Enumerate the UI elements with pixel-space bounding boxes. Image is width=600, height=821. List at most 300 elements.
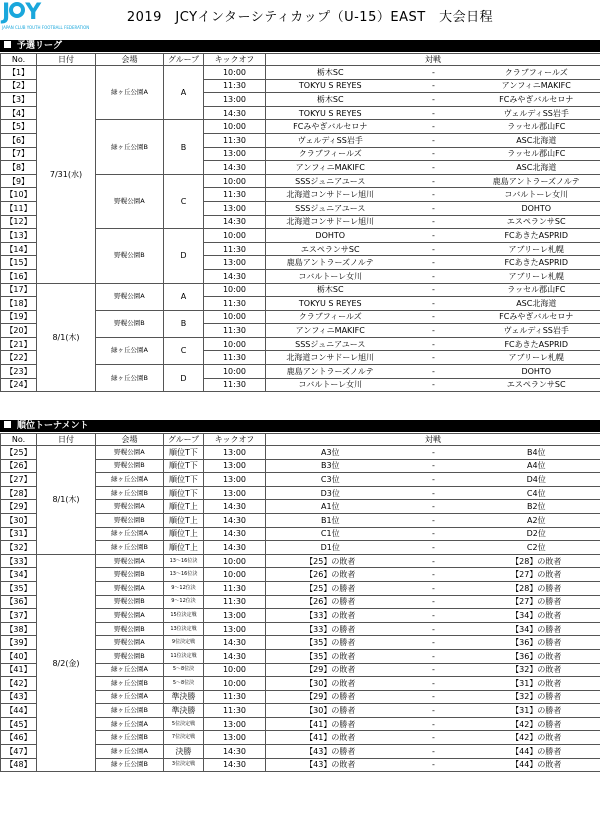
away-team: 【31】の敗者 — [473, 677, 600, 691]
home-team: 北海道コンサドーレ旭川 — [266, 215, 395, 229]
versus-separator: - — [395, 229, 473, 243]
col-header-no: No. — [1, 54, 37, 66]
section-title: 順位トーナメント — [17, 421, 89, 431]
kickoff-time: 11:30 — [204, 704, 266, 718]
match-group: 11位決定戦 — [164, 649, 204, 663]
away-team: 【42】の勝者 — [473, 717, 600, 731]
page-header — [0, 0, 600, 32]
versus-separator: - — [395, 365, 473, 379]
home-team: SSSジュニアユース — [266, 337, 395, 351]
away-team: ASC北海道 — [473, 133, 600, 147]
home-team: B1位 — [266, 513, 395, 527]
match-number: 【41】 — [1, 663, 37, 677]
match-venue: 緑ヶ丘公園A — [96, 663, 164, 677]
home-team: コバルトーレ女川 — [266, 269, 395, 283]
away-team: FCみやぎバルセロナ — [473, 310, 600, 324]
versus-separator: - — [395, 745, 473, 759]
away-team: ASC北海道 — [473, 297, 600, 311]
table-row — [1, 66, 600, 80]
match-group: 13～16位決 — [164, 568, 204, 582]
versus-separator: - — [395, 500, 473, 514]
match-venue: 緑ヶ丘公園A — [96, 473, 164, 487]
match-venue: 緑ヶ丘公園B — [96, 677, 164, 691]
kickoff-time: 14:30 — [204, 161, 266, 175]
kickoff-time: 14:30 — [204, 215, 266, 229]
match-group: 3位決定戦 — [164, 758, 204, 772]
home-team: エスペランサSC — [266, 242, 395, 256]
match-number: 【46】 — [1, 731, 37, 745]
kickoff-time: 11:30 — [204, 79, 266, 93]
square-bullet-icon — [4, 421, 11, 428]
kickoff-time: 10:00 — [204, 337, 266, 351]
home-team: アンフィニMAKIFC — [266, 324, 395, 338]
away-team: 【28】の敗者 — [473, 554, 600, 568]
versus-separator: - — [395, 93, 473, 107]
kickoff-time: 11:30 — [204, 690, 266, 704]
home-team: ヴェルディSS岩手 — [266, 133, 395, 147]
versus-separator: - — [395, 595, 473, 609]
match-group: A — [164, 283, 204, 310]
versus-separator: - — [395, 242, 473, 256]
match-date: 8/1(木) — [37, 283, 96, 392]
kickoff-time: 10:00 — [204, 283, 266, 297]
kickoff-time: 11:30 — [204, 242, 266, 256]
kickoff-time: 14:30 — [204, 527, 266, 541]
kickoff-time: 10:00 — [204, 229, 266, 243]
away-team: 【27】の勝者 — [473, 595, 600, 609]
match-venue: 緑ヶ丘公園A — [96, 690, 164, 704]
versus-separator: - — [395, 690, 473, 704]
kickoff-time: 14:30 — [204, 636, 266, 650]
match-number: 【9】 — [1, 174, 37, 188]
versus-separator: - — [395, 486, 473, 500]
match-number: 【1】 — [1, 66, 37, 80]
kickoff-time: 11:30 — [204, 351, 266, 365]
kickoff-time: 11:30 — [204, 378, 266, 392]
match-group: 5～8位決 — [164, 677, 204, 691]
match-number: 【27】 — [1, 473, 37, 487]
match-group: B — [164, 120, 204, 174]
home-team: FCみやぎバルセロナ — [266, 120, 395, 134]
match-number: 【24】 — [1, 378, 37, 392]
match-venue: 緑ヶ丘公園B — [96, 486, 164, 500]
versus-separator: - — [395, 446, 473, 460]
versus-separator: - — [395, 147, 473, 161]
col-header-venue: 会場 — [96, 54, 164, 66]
home-team: クラブフィールズ — [266, 147, 395, 161]
home-team: TOKYU S REYES — [266, 297, 395, 311]
match-group: 順位T下 — [164, 459, 204, 473]
kickoff-time: 14:30 — [204, 106, 266, 120]
kickoff-time: 11:30 — [204, 595, 266, 609]
match-number: 【4】 — [1, 106, 37, 120]
home-team: クラブフィールズ — [266, 310, 395, 324]
match-group: C — [164, 337, 204, 364]
versus-separator: - — [395, 79, 473, 93]
match-venue: 緑ヶ丘公園A — [96, 745, 164, 759]
match-number: 【32】 — [1, 541, 37, 555]
group-stage-table — [0, 53, 600, 392]
kickoff-time: 14:30 — [204, 541, 266, 555]
match-venue: 野幌公園B — [96, 310, 164, 337]
section-group-stage — [0, 40, 600, 52]
match-group: 5位決定戦 — [164, 717, 204, 731]
match-group: A — [164, 66, 204, 120]
match-number: 【28】 — [1, 486, 37, 500]
match-number: 【6】 — [1, 133, 37, 147]
match-group: 9位決定戦 — [164, 636, 204, 650]
versus-separator: - — [395, 636, 473, 650]
match-group: 決勝 — [164, 745, 204, 759]
versus-separator: - — [395, 568, 473, 582]
kickoff-time: 10:00 — [204, 66, 266, 80]
home-team: 【25】の勝者 — [266, 581, 395, 595]
home-team: TOKYU S REYES — [266, 106, 395, 120]
match-number: 【35】 — [1, 581, 37, 595]
kickoff-time: 10:00 — [204, 365, 266, 379]
away-team: 【36】の勝者 — [473, 636, 600, 650]
home-team: TOKYU S REYES — [266, 79, 395, 93]
away-team: ラッセル郡山FC — [473, 120, 600, 134]
kickoff-time: 14:30 — [204, 500, 266, 514]
home-team: 北海道コンサドーレ旭川 — [266, 188, 395, 202]
away-team: FCみやぎバルセロナ — [473, 93, 600, 107]
col-header-kickoff: キックオフ — [204, 434, 266, 446]
match-number: 【16】 — [1, 269, 37, 283]
kickoff-time: 11:30 — [204, 133, 266, 147]
match-group: 順位T上 — [164, 541, 204, 555]
match-group: 順位T上 — [164, 527, 204, 541]
match-number: 【48】 — [1, 758, 37, 772]
home-team: 【29】の敗者 — [266, 663, 395, 677]
match-venue: 緑ヶ丘公園A — [96, 337, 164, 364]
kickoff-time: 14:30 — [204, 745, 266, 759]
match-group: 13～16位決 — [164, 554, 204, 568]
versus-separator: - — [395, 473, 473, 487]
match-number: 【43】 — [1, 690, 37, 704]
kickoff-time: 10:00 — [204, 677, 266, 691]
section-tournament — [0, 420, 600, 432]
match-group: 順位T下 — [164, 473, 204, 487]
away-team: コバルトーレ女川 — [473, 188, 600, 202]
away-team: 【44】の勝者 — [473, 745, 600, 759]
match-date: 7/31(水) — [37, 66, 96, 284]
home-team: 【33】の勝者 — [266, 622, 395, 636]
match-number: 【26】 — [1, 459, 37, 473]
away-team: C4位 — [473, 486, 600, 500]
match-venue: 緑ヶ丘公園A — [96, 527, 164, 541]
away-team: 【27】の敗者 — [473, 568, 600, 582]
kickoff-time: 11:30 — [204, 324, 266, 338]
match-venue: 緑ヶ丘公園A — [96, 66, 164, 120]
kickoff-time: 13:00 — [204, 473, 266, 487]
table-row — [1, 446, 600, 460]
square-bullet-icon — [4, 41, 11, 48]
match-number: 【47】 — [1, 745, 37, 759]
match-venue: 緑ヶ丘公園B — [96, 731, 164, 745]
versus-separator: - — [395, 120, 473, 134]
match-venue: 野幌公園A — [96, 554, 164, 568]
home-team: 【26】の勝者 — [266, 595, 395, 609]
kickoff-time: 10:00 — [204, 568, 266, 582]
versus-separator: - — [395, 297, 473, 311]
away-team: DOHTO — [473, 201, 600, 215]
match-venue: 野幌公園A — [96, 174, 164, 228]
home-team: 【26】の敗者 — [266, 568, 395, 582]
match-venue: 緑ヶ丘公園B — [96, 365, 164, 392]
versus-separator: - — [395, 649, 473, 663]
home-team: D3位 — [266, 486, 395, 500]
match-venue: 野幌公園B — [96, 595, 164, 609]
match-number: 【30】 — [1, 513, 37, 527]
home-team: 【35】の敗者 — [266, 649, 395, 663]
versus-separator: - — [395, 677, 473, 691]
col-header-group: グループ — [164, 54, 204, 66]
versus-separator: - — [395, 378, 473, 392]
away-team: 【44】の敗者 — [473, 758, 600, 772]
match-group: 準決勝 — [164, 690, 204, 704]
match-date: 8/1(木) — [37, 446, 96, 555]
home-team: 北海道コンサドーレ旭川 — [266, 351, 395, 365]
kickoff-time: 10:00 — [204, 174, 266, 188]
match-venue: 野幌公園B — [96, 622, 164, 636]
home-team: 栃木SC — [266, 93, 395, 107]
match-number: 【11】 — [1, 201, 37, 215]
versus-separator: - — [395, 513, 473, 527]
away-team: アブリーレ札幌 — [473, 269, 600, 283]
match-date: 8/2(金) — [37, 554, 96, 772]
match-venue: 野幌公園A — [96, 283, 164, 310]
match-group: 順位T下 — [164, 486, 204, 500]
away-team: クラブフィールズ — [473, 66, 600, 80]
versus-separator: - — [395, 283, 473, 297]
home-team: 【29】の勝者 — [266, 690, 395, 704]
col-header-match: 対戦 — [266, 434, 600, 446]
away-team: DOHTO — [473, 365, 600, 379]
col-header-match: 対戦 — [266, 54, 600, 66]
home-team: 【41】の敗者 — [266, 731, 395, 745]
match-group: 5～8位決 — [164, 663, 204, 677]
home-team: 【43】の勝者 — [266, 745, 395, 759]
away-team: FCあきたASPRID — [473, 337, 600, 351]
match-venue: 緑ヶ丘公園B — [96, 704, 164, 718]
match-number: 【25】 — [1, 446, 37, 460]
away-team: C2位 — [473, 541, 600, 555]
kickoff-time: 13:00 — [204, 622, 266, 636]
away-team: アンフィニMAKIFC — [473, 79, 600, 93]
kickoff-time: 11:30 — [204, 581, 266, 595]
match-group: 9～12位決 — [164, 595, 204, 609]
home-team: 鹿島アントラーズノルテ — [266, 365, 395, 379]
versus-separator: - — [395, 174, 473, 188]
kickoff-time: 10:00 — [204, 663, 266, 677]
match-number: 【22】 — [1, 351, 37, 365]
match-venue: 緑ヶ丘公園B — [96, 120, 164, 174]
versus-separator: - — [395, 133, 473, 147]
away-team: ラッセル郡山FC — [473, 283, 600, 297]
versus-separator: - — [395, 731, 473, 745]
away-team: FCあきたASPRID — [473, 256, 600, 270]
match-venue: 野幌公園A — [96, 581, 164, 595]
versus-separator: - — [395, 554, 473, 568]
away-team: A2位 — [473, 513, 600, 527]
match-group: 順位T上 — [164, 513, 204, 527]
versus-separator: - — [395, 256, 473, 270]
match-group: B — [164, 310, 204, 337]
away-team: エスペランサSC — [473, 378, 600, 392]
versus-separator: - — [395, 717, 473, 731]
match-number: 【3】 — [1, 93, 37, 107]
match-number: 【13】 — [1, 229, 37, 243]
match-venue: 野幌公園A — [96, 609, 164, 623]
away-team: 【36】の敗者 — [473, 649, 600, 663]
match-venue: 野幌公園B — [96, 513, 164, 527]
match-group: 13位決定戦 — [164, 622, 204, 636]
match-number: 【42】 — [1, 677, 37, 691]
home-team: 【30】の勝者 — [266, 704, 395, 718]
match-number: 【39】 — [1, 636, 37, 650]
kickoff-time: 11:30 — [204, 297, 266, 311]
versus-separator: - — [395, 351, 473, 365]
versus-separator: - — [395, 609, 473, 623]
home-team: コバルトーレ女川 — [266, 378, 395, 392]
match-number: 【17】 — [1, 283, 37, 297]
away-team: 【32】の敗者 — [473, 663, 600, 677]
match-group: 順位T下 — [164, 446, 204, 460]
kickoff-time: 13:00 — [204, 147, 266, 161]
match-number: 【45】 — [1, 717, 37, 731]
match-venue: 野幌公園A — [96, 636, 164, 650]
kickoff-time: 10:00 — [204, 120, 266, 134]
away-team: エスペランサSC — [473, 215, 600, 229]
versus-separator: - — [395, 663, 473, 677]
away-team: 【31】の勝者 — [473, 704, 600, 718]
tournament-table — [0, 433, 600, 772]
kickoff-time: 14:30 — [204, 649, 266, 663]
away-team: A4位 — [473, 459, 600, 473]
match-number: 【7】 — [1, 147, 37, 161]
match-venue: 野幌公園A — [96, 500, 164, 514]
away-team: 【34】の敗者 — [473, 609, 600, 623]
home-team: D1位 — [266, 541, 395, 555]
match-number: 【10】 — [1, 188, 37, 202]
versus-separator: - — [395, 622, 473, 636]
match-venue: 緑ヶ丘公園B — [96, 758, 164, 772]
match-number: 【5】 — [1, 120, 37, 134]
away-team: 鹿島アントラーズノルテ — [473, 174, 600, 188]
versus-separator: - — [395, 66, 473, 80]
jcy-logo-mark: J Y — [2, 0, 41, 25]
match-venue: 野幌公園B — [96, 459, 164, 473]
match-number: 【14】 — [1, 242, 37, 256]
kickoff-time: 10:00 — [204, 310, 266, 324]
versus-separator: - — [395, 758, 473, 772]
home-team: C3位 — [266, 473, 395, 487]
versus-separator: - — [395, 215, 473, 229]
versus-separator: - — [395, 704, 473, 718]
match-number: 【44】 — [1, 704, 37, 718]
kickoff-time: 14:30 — [204, 269, 266, 283]
home-team: SSSジュニアユース — [266, 174, 395, 188]
match-number: 【2】 — [1, 79, 37, 93]
kickoff-time: 13:00 — [204, 731, 266, 745]
match-venue: 野幌公園B — [96, 649, 164, 663]
section-title: 予選リーグ — [17, 41, 63, 51]
home-team: 鹿島アントラーズノルテ — [266, 256, 395, 270]
away-team: ASC北海道 — [473, 161, 600, 175]
match-number: 【20】 — [1, 324, 37, 338]
away-team: ヴェルディSS岩手 — [473, 106, 600, 120]
away-team: D4位 — [473, 473, 600, 487]
match-number: 【18】 — [1, 297, 37, 311]
match-group: 準決勝 — [164, 704, 204, 718]
away-team: B4位 — [473, 446, 600, 460]
match-number: 【21】 — [1, 337, 37, 351]
away-team: アブリーレ札幌 — [473, 242, 600, 256]
home-team: C1位 — [266, 527, 395, 541]
versus-separator: - — [395, 324, 473, 338]
match-group: D — [164, 229, 204, 283]
kickoff-time: 10:00 — [204, 554, 266, 568]
match-number: 【34】 — [1, 568, 37, 582]
home-team: A1位 — [266, 500, 395, 514]
kickoff-time: 14:30 — [204, 758, 266, 772]
match-number: 【15】 — [1, 256, 37, 270]
away-team: D2位 — [473, 527, 600, 541]
versus-separator: - — [395, 541, 473, 555]
kickoff-time: 13:00 — [204, 93, 266, 107]
table-header-row — [1, 54, 600, 66]
home-team: 【25】の敗者 — [266, 554, 395, 568]
versus-separator: - — [395, 106, 473, 120]
versus-separator: - — [395, 459, 473, 473]
match-number: 【29】 — [1, 500, 37, 514]
col-header-group: グループ — [164, 434, 204, 446]
match-venue: 野幌公園A — [96, 446, 164, 460]
versus-separator: - — [395, 201, 473, 215]
home-team: 【41】の勝者 — [266, 717, 395, 731]
match-number: 【33】 — [1, 554, 37, 568]
away-team: B2位 — [473, 500, 600, 514]
kickoff-time: 13:00 — [204, 459, 266, 473]
home-team: 【30】の敗者 — [266, 677, 395, 691]
away-team: FCあきたASPRID — [473, 229, 600, 243]
page-title: 2019 JCYインターシティカップ（U-15）EAST 大会日程 — [126, 10, 494, 25]
away-team: ラッセル郡山FC — [473, 147, 600, 161]
home-team: 【35】の勝者 — [266, 636, 395, 650]
kickoff-time: 13:00 — [204, 486, 266, 500]
home-team: 栃木SC — [266, 283, 395, 297]
match-venue: 緑ヶ丘公園B — [96, 541, 164, 555]
versus-separator: - — [395, 161, 473, 175]
kickoff-time: 13:00 — [204, 256, 266, 270]
away-team: 【42】の敗者 — [473, 731, 600, 745]
kickoff-time: 13:00 — [204, 609, 266, 623]
home-team: 栃木SC — [266, 66, 395, 80]
kickoff-time: 14:30 — [204, 513, 266, 527]
col-header-date: 日付 — [37, 434, 96, 446]
versus-separator: - — [395, 310, 473, 324]
home-team: 【43】の敗者 — [266, 758, 395, 772]
versus-separator: - — [395, 188, 473, 202]
match-venue: 野幌公園B — [96, 568, 164, 582]
kickoff-time: 13:00 — [204, 717, 266, 731]
col-header-venue: 会場 — [96, 434, 164, 446]
match-number: 【8】 — [1, 161, 37, 175]
match-number: 【23】 — [1, 365, 37, 379]
jcy-logo — [2, 0, 90, 32]
col-header-date: 日付 — [37, 54, 96, 66]
